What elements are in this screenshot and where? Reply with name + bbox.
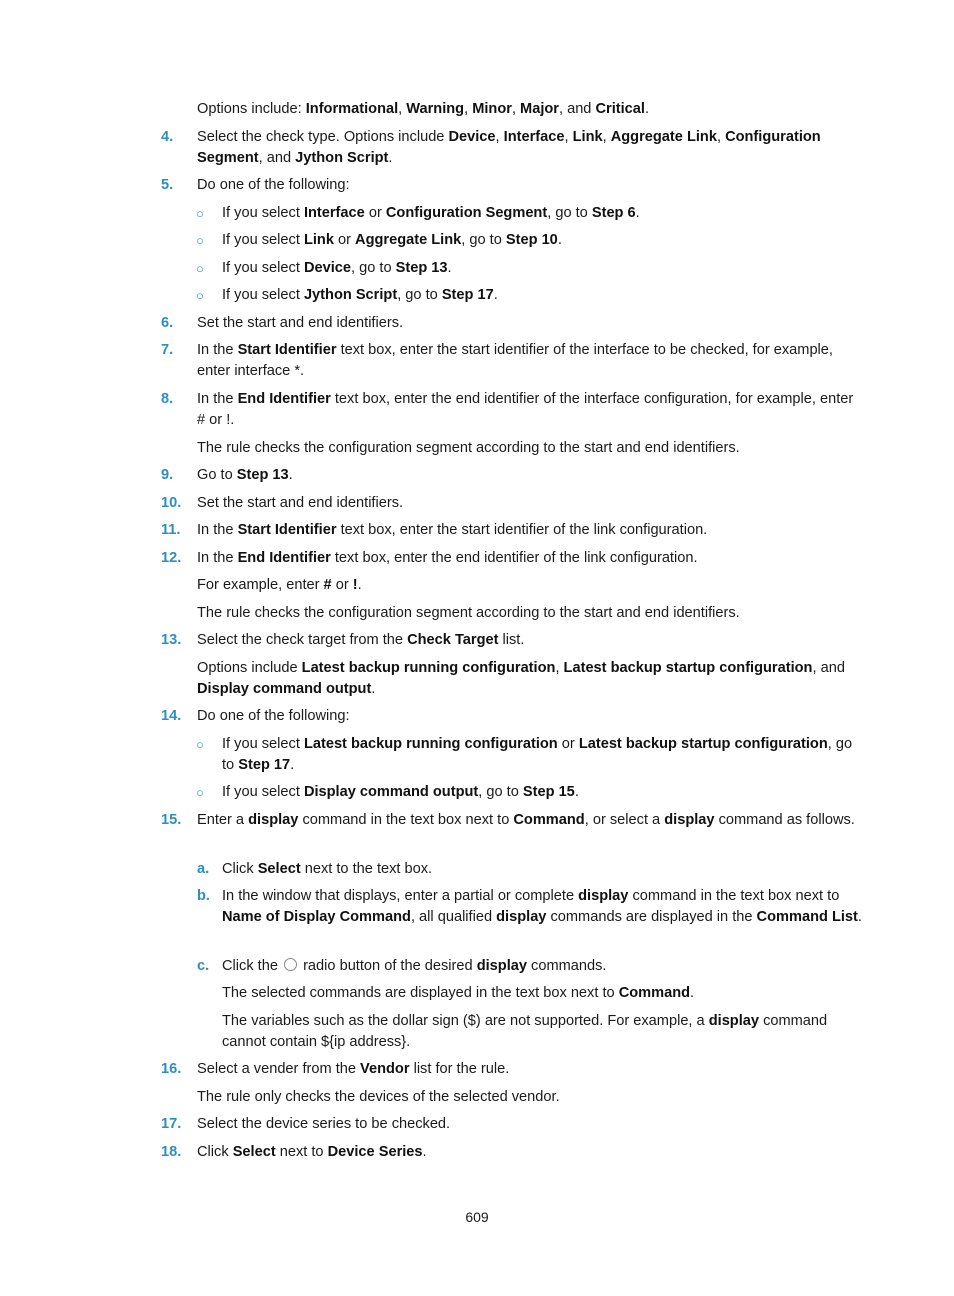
- bold-term: !: [352, 577, 358, 593]
- text-segment: command as follows.: [714, 812, 855, 828]
- bold-term: display: [708, 1013, 760, 1029]
- step-15a-text: [222, 859, 865, 880]
- substep-letter: c.: [197, 958, 210, 974]
- step-8-text: [197, 389, 865, 431]
- text-segment: .: [288, 467, 293, 483]
- step-number: 12.: [161, 550, 182, 566]
- text-segment: , and: [558, 101, 596, 117]
- step-4-text: [197, 127, 865, 169]
- radio-button-icon: [284, 958, 297, 971]
- step-9-text: [197, 465, 865, 486]
- step-10-text: [197, 493, 865, 514]
- bold-term: Latest backup running configuration: [303, 736, 558, 752]
- step-13-text: [197, 630, 865, 651]
- bullet-icon: ○: [196, 233, 204, 248]
- bold-term: Select: [232, 1144, 276, 1160]
- text-segment: Options include:: [197, 101, 306, 117]
- step-5-text: [197, 175, 865, 196]
- text-segment: , go to: [397, 287, 442, 303]
- text-segment: ,: [555, 660, 564, 676]
- text-segment: ,: [464, 101, 473, 117]
- text-segment: In the: [197, 342, 238, 358]
- bold-term: Link: [572, 129, 603, 145]
- text-segment: commands.: [527, 958, 607, 974]
- step-15c-note-1: [222, 983, 865, 1004]
- text-segment: .: [357, 577, 362, 593]
- bold-term: display: [578, 888, 629, 904]
- step-number: 13.: [161, 632, 182, 648]
- text-segment: Set the start and end identifiers.: [197, 315, 404, 331]
- step-15c-note-2: [222, 1011, 865, 1053]
- bold-term: display: [664, 812, 715, 828]
- bold-term: Major: [520, 101, 559, 117]
- step-14-option-display: [222, 782, 865, 803]
- text-segment: , go to: [222, 736, 853, 773]
- bold-term: Display command output: [197, 681, 372, 697]
- bold-term: display: [476, 958, 527, 974]
- bold-term: Device: [303, 260, 351, 276]
- text-segment: .: [371, 681, 376, 697]
- bold-term: #: [323, 577, 332, 593]
- bold-term: Jython Script: [303, 287, 398, 303]
- bold-term: Latest backup running configuration: [301, 660, 556, 676]
- bullet-icon: ○: [196, 206, 204, 221]
- step-5-option-link: [222, 230, 865, 251]
- bold-term: Jython Script: [295, 150, 389, 166]
- text-segment: .: [574, 784, 579, 800]
- step-number: 4.: [161, 129, 174, 145]
- step-6-text: [197, 313, 865, 334]
- step-number: 14.: [161, 708, 182, 724]
- bullet-icon: ○: [196, 261, 204, 276]
- text-segment: For example, enter: [197, 577, 324, 593]
- text-segment: ,: [602, 129, 611, 145]
- bold-term: Configuration Segment: [385, 205, 548, 221]
- step-number: 10.: [161, 495, 182, 511]
- bold-term: Critical: [595, 101, 645, 117]
- text-segment: , go to: [547, 205, 592, 221]
- bold-term: Aggregate Link: [355, 232, 462, 248]
- bold-term: Start Identifier: [237, 342, 337, 358]
- text-segment: radio button of the desired: [299, 958, 477, 974]
- text-segment: or: [364, 205, 386, 221]
- substep-letter: a.: [197, 861, 210, 877]
- step-17-text: [197, 1114, 865, 1135]
- text-segment: .: [493, 287, 498, 303]
- step-number: 17.: [161, 1116, 182, 1132]
- text-segment: .: [690, 985, 695, 1001]
- text-segment: text box, enter the start identifier of the link configuration.: [336, 522, 708, 538]
- text-segment: In the: [197, 550, 238, 566]
- bold-term: Aggregate Link: [610, 129, 717, 145]
- bold-term: Step 13: [395, 260, 448, 276]
- bold-term: Check Target: [407, 632, 499, 648]
- step-number: 8.: [161, 391, 174, 407]
- text-segment: .: [388, 150, 393, 166]
- substep-letter: b.: [197, 888, 210, 904]
- step-11-text: [197, 520, 865, 541]
- step-15b-text: [222, 886, 865, 928]
- bullet-icon: ○: [196, 288, 204, 303]
- text-segment: The rule only checks the devices of the selected vendor.: [197, 1089, 560, 1105]
- text-segment: The rule checks the configuration segment according to the start and end identifiers.: [197, 605, 740, 621]
- bold-term: Latest backup startup configuration: [578, 736, 828, 752]
- text-segment: If you select: [222, 784, 304, 800]
- text-segment: If you select: [222, 232, 304, 248]
- text-segment: In the: [197, 522, 238, 538]
- step-16-text: [197, 1059, 865, 1080]
- step-number: 18.: [161, 1144, 182, 1160]
- text-segment: .: [290, 757, 295, 773]
- text-segment: , all qualified: [410, 909, 497, 925]
- text-segment: command in the text box next to: [298, 812, 514, 828]
- text-segment: , go to: [351, 260, 396, 276]
- text-segment: list.: [498, 632, 525, 648]
- text-segment: , go to: [478, 784, 523, 800]
- text-segment: Select the check target from the: [197, 632, 408, 648]
- text-segment: Set the start and end identifiers.: [197, 495, 404, 511]
- text-segment: In the: [197, 391, 238, 407]
- text-segment: command cannot contain ${ip address}.: [222, 1013, 828, 1050]
- step-18-text: [197, 1142, 865, 1163]
- text-segment: Go to: [197, 467, 237, 483]
- text-segment: .: [447, 260, 452, 276]
- text-segment: The rule checks the configuration segment according to the start and end identifiers.: [197, 440, 740, 456]
- bullet-icon: ○: [196, 737, 204, 752]
- bold-term: Start Identifier: [237, 522, 337, 538]
- step-13-options: [197, 658, 865, 700]
- step-number: 6.: [161, 315, 174, 331]
- bold-term: Step 17: [238, 757, 291, 773]
- bold-term: Step 10: [505, 232, 558, 248]
- step-number: 9.: [161, 467, 174, 483]
- text-segment: text box, enter the end identifier of the interface configuration, for example, enter # or !.: [197, 391, 854, 428]
- text-segment: , or select a: [584, 812, 665, 828]
- text-segment: .: [644, 101, 650, 117]
- text-segment: .: [635, 205, 640, 221]
- step-5-option-jython: [222, 285, 865, 306]
- text-segment: , and: [258, 150, 296, 166]
- step-7-text: [197, 340, 865, 382]
- text-segment: or: [333, 232, 356, 248]
- step-14-option-backup: [222, 734, 865, 776]
- text-segment: , go to: [461, 232, 506, 248]
- step-15c-text: [222, 956, 865, 977]
- text-segment: text box, enter the end identifier of the link configuration.: [330, 550, 698, 566]
- text-segment: If you select: [222, 736, 304, 752]
- text-segment: Enter a: [197, 812, 249, 828]
- bold-term: Vendor: [360, 1061, 410, 1077]
- bold-term: Step 6: [591, 205, 636, 221]
- text-segment: list for the rule.: [409, 1061, 510, 1077]
- step-number: 16.: [161, 1061, 182, 1077]
- bold-term: Informational: [305, 101, 399, 117]
- bold-term: display: [496, 909, 547, 925]
- bold-term: Interface: [303, 205, 365, 221]
- text-segment: or: [331, 577, 353, 593]
- step-8-note: [197, 438, 865, 459]
- bold-term: Configuration Segment: [197, 129, 821, 166]
- step-15c-lead: Click the: [222, 958, 283, 974]
- text-segment: command in the text box next to: [628, 888, 840, 904]
- step-12-note: [197, 603, 865, 624]
- text-segment: ,: [495, 129, 504, 145]
- bold-term: End Identifier: [237, 550, 331, 566]
- text-segment: ,: [716, 129, 726, 145]
- text-segment: .: [557, 232, 562, 248]
- step-number: 7.: [161, 342, 174, 358]
- bold-term: Interface: [503, 129, 565, 145]
- text-segment: ,: [564, 129, 573, 145]
- bold-term: Command: [513, 812, 585, 828]
- bold-term: Step 17: [441, 287, 494, 303]
- bold-term: Warning: [406, 101, 465, 117]
- text-segment: Select the device series to be checked.: [197, 1116, 451, 1132]
- bold-term: Command List: [756, 909, 858, 925]
- text-segment: The variables such as the dollar sign ($) are not supported. For example, a: [222, 1013, 709, 1029]
- text-segment: Click: [197, 1144, 233, 1160]
- text-segment: .: [857, 909, 862, 925]
- bold-term: Minor: [472, 101, 512, 117]
- bold-term: Link: [303, 232, 334, 248]
- text-segment: The selected commands are displayed in the text box next to: [222, 985, 619, 1001]
- step-16-note: [197, 1087, 865, 1108]
- step-12-text: [197, 548, 865, 569]
- step-5-option-device: [222, 258, 865, 279]
- text-segment: text box, enter the start identifier of the interface to be checked, for example, enter interface *.: [197, 342, 833, 379]
- text-segment: In the window that displays, enter a partial or complete: [222, 888, 579, 904]
- step-number: 5.: [161, 177, 174, 193]
- bold-term: Name of Display Command: [222, 909, 411, 925]
- step-12-example: [197, 575, 865, 596]
- text-segment: Click: [222, 861, 258, 877]
- text-segment: commands are displayed in the: [546, 909, 757, 925]
- bold-term: Device Series: [327, 1144, 423, 1160]
- bold-term: Select: [257, 861, 301, 877]
- bold-term: display: [248, 812, 299, 828]
- bold-term: Display command output: [303, 784, 479, 800]
- step-14-text: [197, 706, 865, 727]
- step-5-option-interface: [222, 203, 865, 224]
- text-segment: next to: [275, 1144, 328, 1160]
- bold-term: Latest backup startup configuration: [563, 660, 813, 676]
- bold-term: Device: [448, 129, 496, 145]
- bullet-icon: ○: [196, 785, 204, 800]
- page-number: 609: [465, 1209, 489, 1225]
- bold-term: End Identifier: [237, 391, 331, 407]
- text-segment: , and: [812, 660, 845, 676]
- text-segment: next to the text box.: [300, 861, 433, 877]
- text-segment: If you select: [222, 260, 304, 276]
- text-segment: ,: [511, 101, 521, 117]
- text-segment: ,: [398, 101, 407, 117]
- text-segment: Select a vender from the: [197, 1061, 361, 1077]
- text-segment: or: [557, 736, 579, 752]
- text-segment: Do one of the following:: [197, 708, 350, 724]
- text-segment: Select the check type. Options include: [197, 129, 449, 145]
- bold-term: Step 13: [236, 467, 289, 483]
- text-segment: If you select: [222, 205, 304, 221]
- text-segment: Options include: [197, 660, 302, 676]
- text-segment: If you select: [222, 287, 304, 303]
- text-segment: Do one of the following:: [197, 177, 350, 193]
- bold-term: Command: [618, 985, 691, 1001]
- step-15c-rest: [299, 958, 606, 974]
- text-segment: .: [422, 1144, 427, 1160]
- step-number: 11.: [161, 522, 181, 538]
- step-number: 15.: [161, 812, 182, 828]
- options-severity: [197, 99, 865, 120]
- bold-term: Step 15: [522, 784, 575, 800]
- step-15-text: [197, 810, 865, 831]
